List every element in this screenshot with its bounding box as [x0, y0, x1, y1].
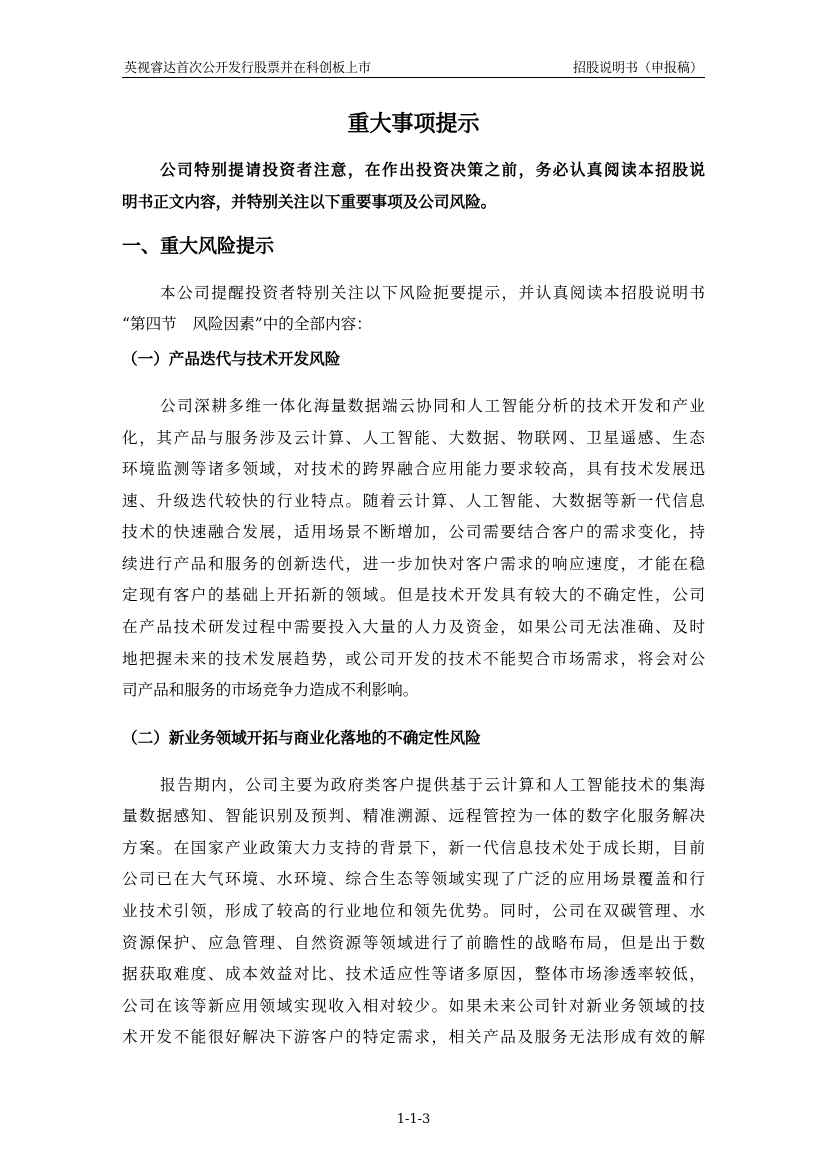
paragraph-line: 速、升级迭代较快的行业特点。随着云计算、人工智能、大数据等新一代信息: [122, 492, 705, 510]
header-divider: [122, 77, 705, 78]
paragraph-line: 司产品和服务的市场竞争力造成不利影响。: [122, 681, 419, 699]
paragraph-line: 化，其产品与服务涉及云计算、人工智能、大数据、物联网、卫星遥感、生态: [122, 429, 705, 447]
paragraph-line: 据获取难度、成本效益对比、技术适应性等诸多原因，整体市场渗透率较低，: [122, 965, 705, 983]
page-header-left: 英视睿达首次公开发行股票并在科创板上市: [124, 61, 372, 76]
subsection-heading-product-iteration: （一）产品迭代与技术开发风险: [122, 350, 341, 368]
paragraph-line: 报告期内，公司主要为政府类客户提供基于云计算和人工智能技术的集海: [160, 776, 705, 794]
paragraph-line: 方案。在国家产业政策大力支持的背景下，新一代信息技术处于成长期，目前: [122, 839, 705, 857]
paragraph-line: 公司深耕多维一体化海量数据端云协同和人工智能分析的技术开发和产业: [160, 397, 705, 415]
paragraph-line: 业技术引领，形成了较高的行业地位和领先优势。同时，公司在双碳管理、水: [122, 902, 705, 920]
document-title: 重大事项提示: [347, 112, 480, 137]
paragraph-line: 资源保护、应急管理、自然资源等领域进行了前瞻性的战略布局，但是出于数: [122, 934, 705, 952]
paragraph-line: 地把握未来的技术发展趋势，或公司开发的技术不能契合市场需求，将会对公: [122, 650, 705, 668]
paragraph-line: 在产品技术研发过程中需要投入大量的人力及资金，如果公司无法准确、及时: [122, 618, 705, 636]
intro-line: 公司特别提请投资者注意，在作出投资决策之前，务必认真阅读本招股说: [160, 161, 705, 179]
paragraph-line: 环境监测等诸多领域，对技术的跨界融合应用能力要求较高，具有技术发展迅: [122, 460, 705, 478]
paragraph-line: 技术的快速融合发展，适用场景不断增加，公司需要结合客户的需求变化，持: [122, 523, 705, 541]
section-heading-major-risks: 一、重大风险提示: [122, 235, 275, 257]
subsection-heading-new-business: （二）新业务领域开拓与商业化落地的不确定性风险: [122, 729, 481, 747]
paragraph-line: 公司已在大气环境、水环境、综合生态等领域实现了广泛的应用场景覆盖和行: [122, 870, 705, 888]
paragraph-line: 术开发不能很好解决下游客户的特定需求，相关产品及服务无法形成有效的解: [122, 1028, 705, 1046]
paragraph-line: 续进行产品和服务的创新迭代，进一步加快对客户需求的响应速度，才能在稳: [122, 555, 705, 573]
page-number: 1-1-3: [396, 1112, 431, 1127]
paragraph-line: “第四节 风险因素”中的全部内容：: [122, 315, 372, 333]
paragraph-line: 本公司提醒投资者特别关注以下风险扼要提示，并认真阅读本招股说明书: [160, 284, 705, 302]
paragraph-line: 定现有客户的基础上开拓新的领域。但是技术开发具有较大的不确定性，公司: [122, 586, 705, 604]
paragraph-line: 公司在该等新应用领域实现收入相对较少。如果未来公司针对新业务领域的技: [122, 997, 705, 1015]
page-header-right: 招股说明书（申报稿）: [572, 61, 703, 76]
paragraph-line: 量数据感知、智能识别及预判、精准溯源、远程管控为一体的数字化服务解决: [122, 807, 705, 825]
intro-line: 明书正文内容，并特别关注以下重要事项及公司风险。: [122, 193, 497, 211]
